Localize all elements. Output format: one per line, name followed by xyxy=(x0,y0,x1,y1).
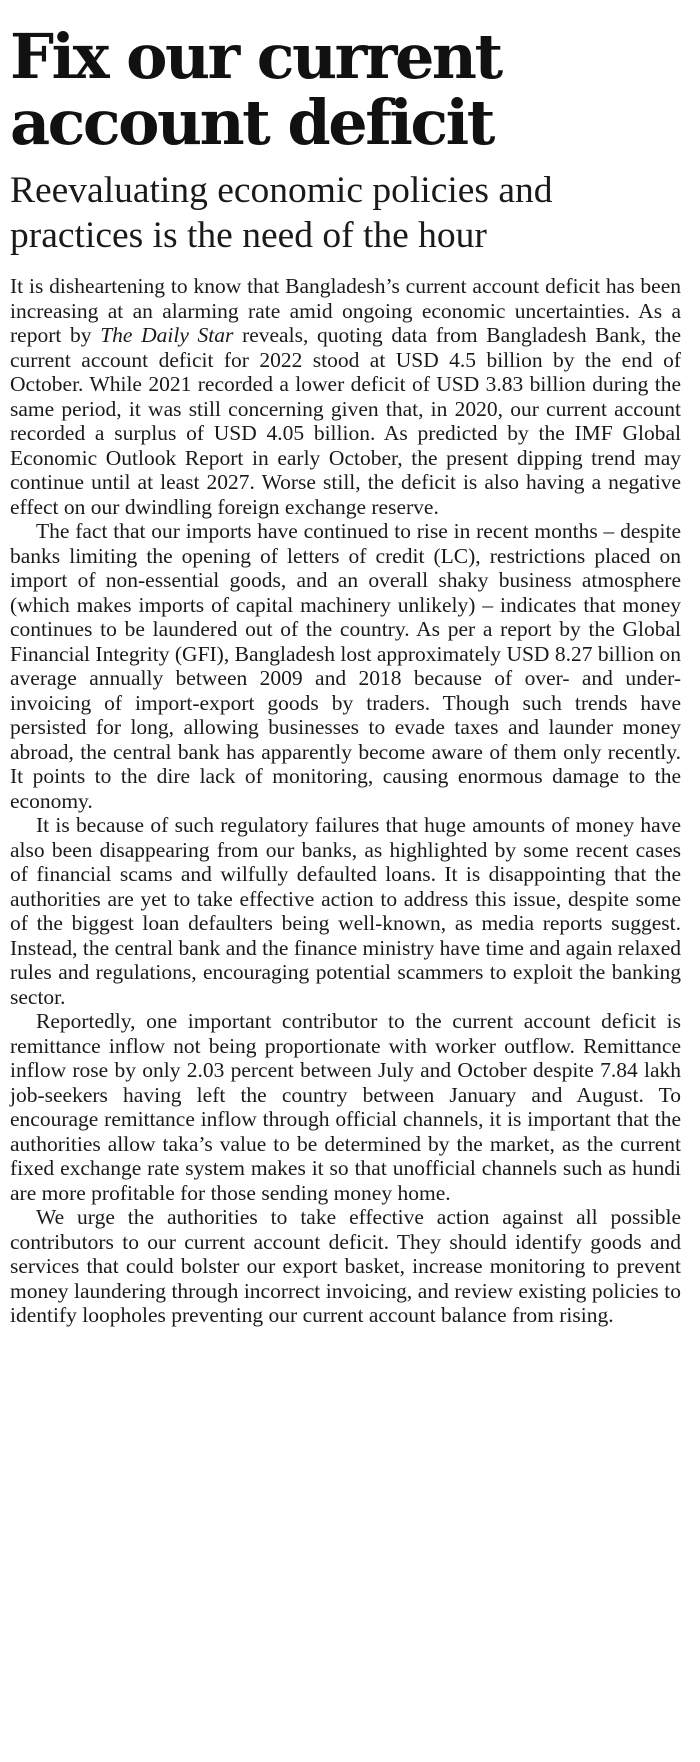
paragraph-3: It is because of such regulatory failures that huge amounts of money have also been disappearing from our banks, as highlighted by some recent cases of financial scams and wilfully defaulted loans. It is disappointing that the authorities are yet to take effective action to address this issue, despite some of the biggest loan defaulters being well-known, as media reports suggest. Instead, the central bank and the finance ministry have time and again relaxed rules and regulations, encouraging potential scammers to exploit the banking sector. xyxy=(10,813,681,1009)
publication-name: The Daily Star xyxy=(100,323,234,347)
paragraph-4: Reportedly, one important contributor to the current account deficit is remittance inflow not being proportionate with worker outflow. Remittance inflow rose by only 2.03 percent between July and October despite 7.84 lakh job-seekers having left the country between January and August. To encourage remittance inflow through official channels, it is important that the authorities allow taka’s value to be determined by the market, as the current fixed exchange rate system makes it so that unofficial channels such as hundi are more profitable for those sending money home. xyxy=(10,1009,681,1205)
paragraph-1-start: It is disheartening to know that Bangladesh’s current account deficit has been increasing at an alarming rate amid ongoing economic uncertainties. As a report by xyxy=(10,274,681,347)
article-body xyxy=(10,274,681,1328)
paragraph-1 xyxy=(10,274,681,519)
paragraph-5: We urge the authorities to take effective action against all possible contributors to our current account deficit. They should identify goods and services that could bolster our export basket, increase monitoring to prevent money laundering through incorrect invoicing, and review existing policies to identify loopholes preventing our current account balance from rising. xyxy=(10,1205,681,1327)
paragraph-2: The fact that our imports have continued to rise in recent months – despite banks limiting the opening of letters of credit (LC), restrictions placed on import of non-essential goods, and an overall shaky business atmosphere (which makes imports of capital machinery unlikely) – indicates that money continues to be laundered out of the country. As per a report by the Global Financial Integrity (GFI), Bangladesh lost approximately USD 8.27 billion on average annually between 2009 and 2018 because of over- and under-invoicing of import-export goods by traders. Though such trends have persisted for long, allowing businesses to evade taxes and launder money abroad, the central bank has apparently become aware of them only recently. It points to the dire lack of monitoring, causing enormous damage to the economy. xyxy=(10,519,681,813)
subheadline: Reevaluating economic policies and practices is the need of the hour xyxy=(10,170,553,256)
headline: Fix our current account deficit xyxy=(10,20,501,159)
paragraph-1-end: reveals, quoting data from Bangladesh Bank, the current account deficit for 2022 stood at USD 4.5 billion by the end of October. While 2021 recorded a lower deficit of USD 3.83 billion during the same period, it was still concerning given that, in 2020, our current account recorded a surplus of USD 4.05 billion. As predicted by the IMF Global Economic Outlook Report in early October, the present dipping trend may continue until at least 2027. Worse still, the deficit is also having a negative effect on our dwindling foreign exchange reserve. xyxy=(10,323,681,519)
